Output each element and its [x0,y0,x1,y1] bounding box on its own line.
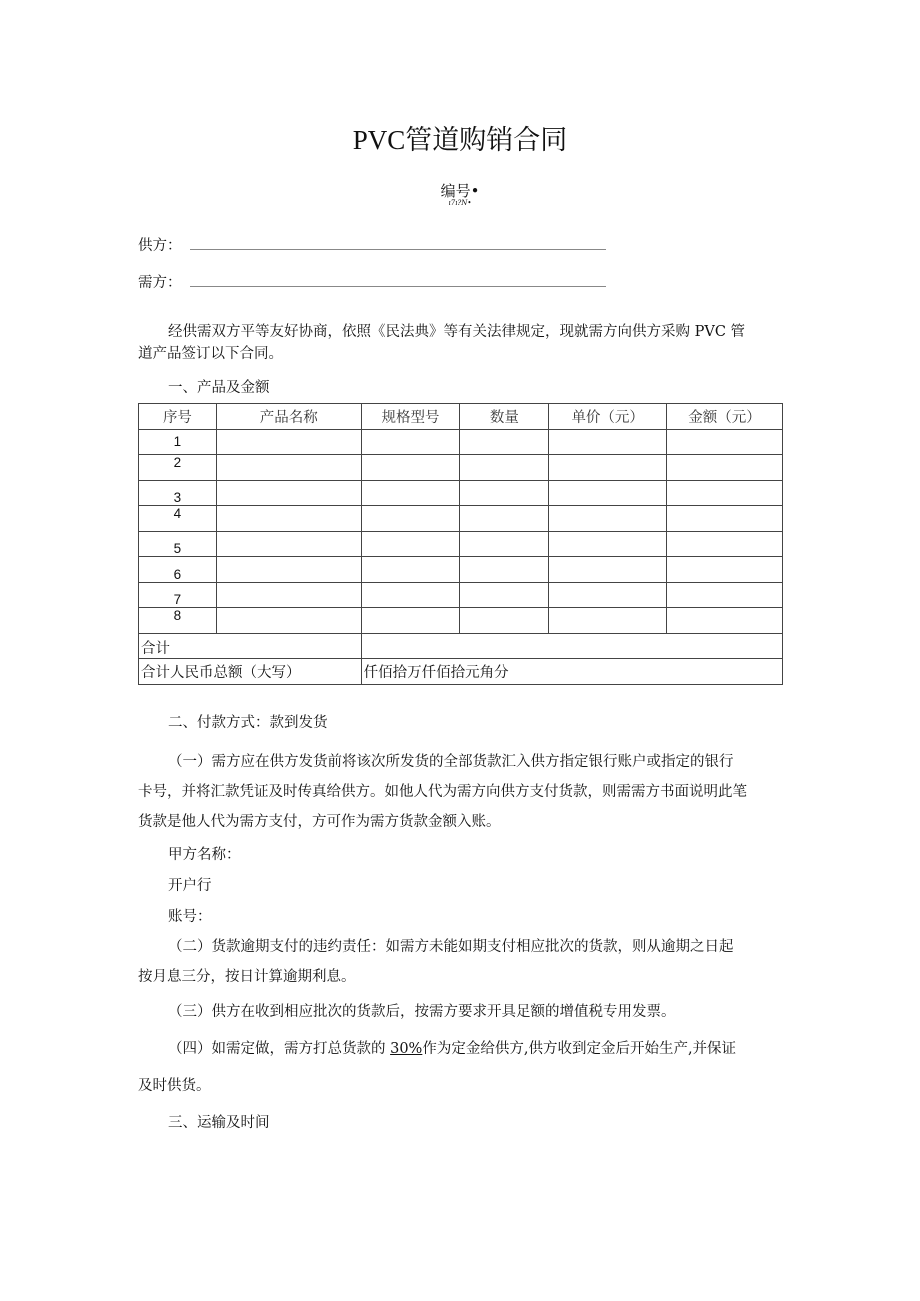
table-cell[interactable] [549,506,667,532]
table-cell[interactable] [216,480,361,506]
clause4-line-2: 及时供货。 [138,1078,211,1094]
products-table [138,403,783,685]
bank-label: 开户行 [168,878,212,894]
table-cell[interactable] [549,582,667,608]
clause2-line-1: （二）货款逾期支付的违约责任：如需方未能如期支付相应批次的货款，则从逾期之日起 [168,939,734,955]
table-row [139,455,783,481]
table-row [139,506,783,532]
section-products-heading: 一、产品及金额 [168,380,270,396]
row-number: 2 [139,455,217,481]
section-payment-heading: 二、付款方式：款到发货 [168,715,328,731]
table-cell[interactable] [361,455,460,481]
table-cell[interactable] [667,506,783,532]
table-cell[interactable] [216,608,361,634]
row-number: 8 [139,608,217,634]
table-cell[interactable] [460,531,549,557]
row-number: 6 [139,557,217,583]
buyer-field[interactable] [190,286,606,287]
clause4-line-1 [168,1037,736,1058]
total-label: 合计 [139,633,362,659]
table-row [139,608,783,634]
supplier-label: 供方： [138,238,182,254]
table-cell[interactable] [460,557,549,583]
table-cell[interactable] [667,480,783,506]
table-cell[interactable] [667,455,783,481]
table-cell[interactable] [549,608,667,634]
table-row [139,429,783,455]
clause1-line-2: 卡号，并将汇款凭证及时传真给供方。如他人代为需方向供方支付货款，则需需方书面说明此笔 [138,784,747,800]
total-caps-value[interactable]: 仟佰拾万仟佰拾元角分 [361,659,782,685]
supplier-field[interactable] [190,249,606,250]
table-cell[interactable] [460,429,549,455]
table-cell[interactable] [361,429,460,455]
table-cell[interactable] [460,582,549,608]
table-cell[interactable] [361,557,460,583]
table-cell[interactable] [667,557,783,583]
table-cell[interactable] [361,582,460,608]
table-cell[interactable] [361,480,460,506]
party-a-name-label: 甲方名称： [168,847,241,863]
contract-number-label: 编号• [440,182,480,200]
total-caps-row [139,659,783,685]
account-label: 账号： [168,909,212,925]
table-cell[interactable] [216,429,361,455]
clause4-after: 作为定金给供方,供方收到定金后开始生产,并保证 [422,1041,737,1057]
table-cell[interactable] [216,506,361,532]
clause1-line-1: （一）需方应在供方发货前将该次所发货的全部货款汇入供方指定银行账户或指定的银行 [168,754,734,770]
clause2-line-2: 按月息三分，按日计算逾期利息。 [138,969,356,985]
total-caps-label: 合计人民币总额（大写） [139,659,362,685]
clause1-line-3: 货款是他人代为需方支付，方可作为需方货款金额入账。 [138,814,501,830]
table-row [139,480,783,506]
table-cell[interactable] [667,531,783,557]
contract-number-value: ı7ı?Ν• [448,199,472,207]
table-cell[interactable] [549,429,667,455]
clause4-before: （四）如需定做，需方打总货款的 [168,1041,391,1057]
table-cell[interactable] [216,455,361,481]
table-cell[interactable] [549,480,667,506]
section-transport-heading: 三、运输及时间 [168,1115,270,1131]
page-title: PVC管道购销合同 [352,125,568,155]
table-row [139,531,783,557]
table-cell[interactable] [667,608,783,634]
table-cell[interactable] [549,531,667,557]
buyer-label: 需方： [138,275,182,291]
table-cell[interactable] [216,531,361,557]
table-row [139,582,783,608]
row-number: 5 [139,531,217,557]
row-number: 4 [139,506,217,532]
table-cell[interactable] [460,455,549,481]
total-value-cell[interactable] [361,633,782,659]
total-row [139,633,783,659]
column-header: 单价（元） [549,404,667,430]
table-row [139,557,783,583]
row-number: 3 [139,480,217,506]
table-cell[interactable] [667,429,783,455]
table-cell[interactable] [549,557,667,583]
table-header-row [139,404,783,430]
clause3: （三）供方在收到相应批次的货款后，按需方要求开具足额的增值税专用发票。 [168,1004,676,1020]
column-header: 产品名称 [216,404,361,430]
column-header: 规格型号 [361,404,460,430]
table-cell[interactable] [667,582,783,608]
deposit-percent: 30% [390,1041,423,1057]
column-header: 序号 [139,404,217,430]
intro-line-2: 道产品签订以下合同。 [138,346,283,362]
table-cell[interactable] [549,455,667,481]
row-number: 7 [139,582,217,608]
table-cell[interactable] [361,506,460,532]
table-cell[interactable] [361,531,460,557]
table-cell[interactable] [216,582,361,608]
table-cell[interactable] [361,608,460,634]
table-cell[interactable] [460,506,549,532]
table-cell[interactable] [460,480,549,506]
table-cell[interactable] [460,608,549,634]
row-number: 1 [139,429,217,455]
intro-line-1: 经供需双方平等友好协商，依照《民法典》等有关法律规定，现就需方向供方采购 PVC 管 [168,324,746,340]
table-cell[interactable] [216,557,361,583]
column-header: 金额（元） [667,404,783,430]
column-header: 数量 [460,404,549,430]
